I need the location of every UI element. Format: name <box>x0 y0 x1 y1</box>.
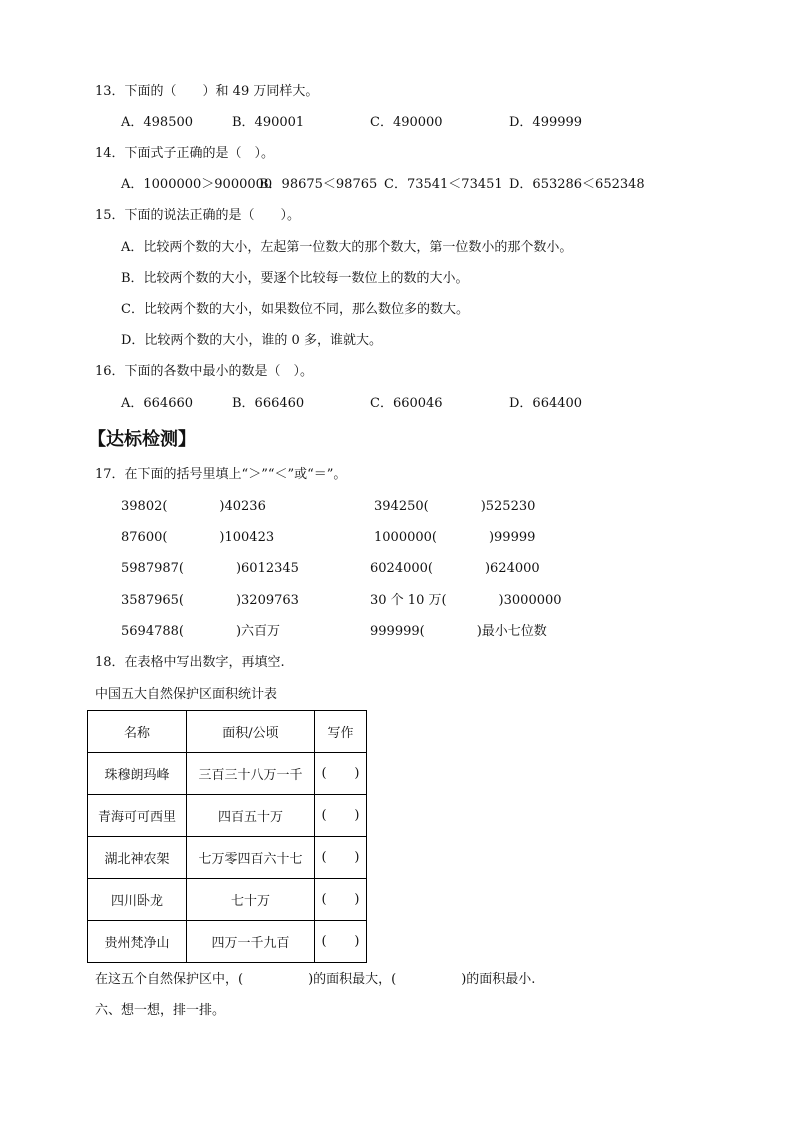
q16-option-b: B．666460 <box>232 396 305 411</box>
table-title: 中国五大自然保护区面积统计表 <box>95 687 278 702</box>
q17-right-1: 394250( )525230 <box>374 499 536 514</box>
table-header-row <box>88 711 367 753</box>
q17-left-1: 39802( )40236 <box>121 499 266 514</box>
q17-right-2: 1000000( )99999 <box>374 530 536 545</box>
row-area: 四万一千九百 <box>187 921 315 963</box>
section-six-heading: 六、想一想，排一排。 <box>95 1003 226 1018</box>
row-area: 七万零四百六十七 <box>187 837 315 879</box>
row-name: 湖北神农架 <box>88 837 187 879</box>
q17-left-3: 5987987( )6012345 <box>121 561 299 576</box>
row-area: 四百五十万 <box>187 795 315 837</box>
write-blank[interactable]: ( ) <box>315 879 367 921</box>
section-heading: 【达标检测】 <box>88 429 196 450</box>
q18-fill-sentence: 在这五个自然保护区中，( )的面积最大，( )的面积最小. <box>95 972 536 987</box>
table-row <box>88 795 367 837</box>
write-blank[interactable]: ( ) <box>315 921 367 963</box>
q17-right-3: 6024000( )624000 <box>370 561 540 576</box>
q13-option-a: A．498500 <box>121 115 194 130</box>
q14-option-a: A．1000000＞9000000 <box>121 177 273 192</box>
q14-option-d: D．653286＜652348 <box>509 177 645 192</box>
row-name: 四川卧龙 <box>88 879 187 921</box>
q16-option-d: D．664400 <box>509 396 583 411</box>
header-write: 写作 <box>315 711 367 753</box>
table-row <box>88 837 367 879</box>
q16-option-c: C．660046 <box>370 396 443 411</box>
q15-option-d: D．比较两个数的大小，谁的 0 多，谁就大。 <box>121 333 382 348</box>
q14-option-c: C．73541＜73451 <box>384 177 503 192</box>
write-blank[interactable]: ( ) <box>315 795 367 837</box>
row-name: 贵州梵净山 <box>88 921 187 963</box>
q13-option-d: D．499999 <box>509 115 583 130</box>
q15-option-c: C．比较两个数的大小，如果数位不同，那么数位多的数大。 <box>121 302 469 317</box>
table-row <box>88 753 367 795</box>
q13-option-c: C．490000 <box>370 115 443 130</box>
write-blank[interactable]: ( ) <box>315 837 367 879</box>
write-blank[interactable]: ( ) <box>315 753 367 795</box>
q17-left-2: 87600( )100423 <box>121 530 275 545</box>
q17-right-4: 30 个 10 万( )3000000 <box>370 593 562 608</box>
q15-option-b: B．比较两个数的大小，要逐个比较每一数位上的数的大小。 <box>121 271 469 286</box>
q16-option-a: A．664660 <box>121 396 194 411</box>
q14-stem: 14．下面式子正确的是（ ）。 <box>95 146 275 161</box>
row-area: 七十万 <box>187 879 315 921</box>
reserve-area-table <box>87 710 367 963</box>
table-row <box>88 879 367 921</box>
q13-stem: 13．下面的（ ）和 49 万同样大。 <box>95 84 319 99</box>
header-name: 名称 <box>88 711 187 753</box>
q15-option-a: A．比较两个数的大小，左起第一位数大的那个数大，第一位数小的那个数小。 <box>121 240 573 255</box>
q14-option-b: B．98675＜98765 <box>259 177 378 192</box>
q15-stem: 15．下面的说法正确的是（ ）。 <box>95 208 301 223</box>
q18-stem: 18．在表格中写出数字，再填空. <box>95 655 285 670</box>
q17-left-4: 3587965( )3209763 <box>121 593 299 608</box>
q16-stem: 16．下面的各数中最小的数是（ ）。 <box>95 364 314 379</box>
row-name: 青海可可西里 <box>88 795 187 837</box>
header-area: 面积/公顷 <box>187 711 315 753</box>
row-area: 三百三十八万一千 <box>187 753 315 795</box>
row-name: 珠穆朗玛峰 <box>88 753 187 795</box>
table-row <box>88 921 367 963</box>
q17-stem: 17．在下面的括号里填上“＞”“＜”或“＝”。 <box>95 467 347 482</box>
q17-left-5: 5694788( )六百万 <box>121 624 281 639</box>
q13-option-b: B．490001 <box>232 115 305 130</box>
q17-right-5: 999999( )最小七位数 <box>370 624 547 639</box>
